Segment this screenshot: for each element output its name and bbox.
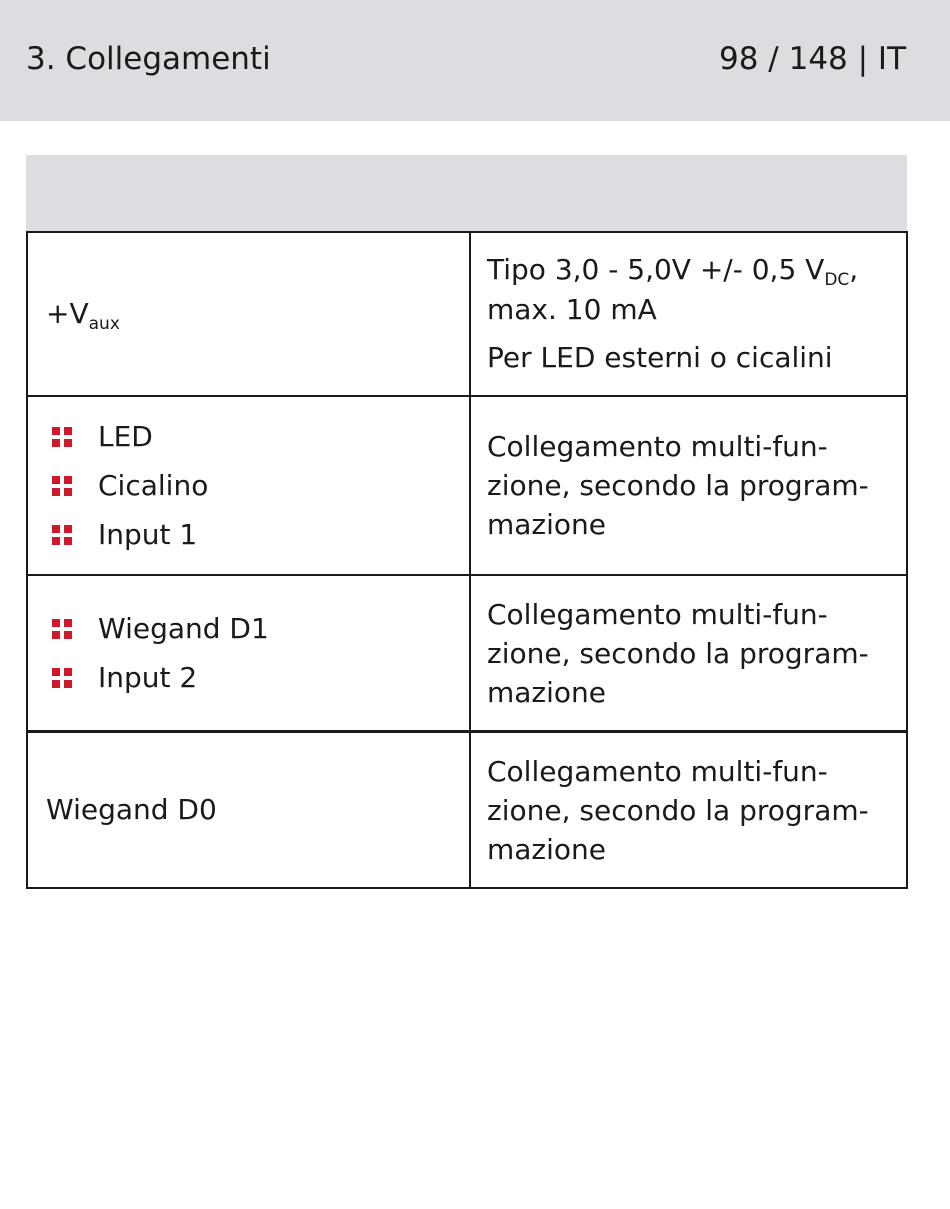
description-line: mazione [487,508,607,541]
table-cell-right [470,732,907,889]
wiegand-d0-label: Wiegand D0 [46,793,217,826]
connections-table [26,231,908,889]
table-cell-left [27,396,470,575]
table-row [27,232,907,396]
red-square-grid-bullet-icon [52,619,72,639]
list-item: Input 1 [46,510,451,559]
spec-voltage: Tipo 3,0 - 5,0V +/- 0,5 $V_{DC}$, [487,253,859,290]
table-cell-right [470,575,907,732]
table-cell-right [470,232,907,396]
description-line: Collegamento multi-fun- [487,430,828,463]
table-cell-right [470,396,907,575]
description-line: mazione [487,832,607,866]
table-row [27,575,907,732]
description-line: Collegamento multi-fun- [487,754,828,788]
list-item: Cicalino [46,461,451,510]
section-title: 3. Collegamenti [26,41,271,77]
description-line: zione, secondo la program- [487,793,869,827]
list-item: Input 2 [46,653,451,702]
red-square-grid-bullet-icon [52,668,72,688]
table-row [27,396,907,575]
page-indicator: 98 / 148 | IT [719,41,906,77]
table-cell-left [27,575,470,732]
list-item: Wiegand D1 [46,604,451,653]
spec-current: max. 10 mA [487,293,657,326]
red-square-grid-bullet-icon [52,476,72,496]
description-line: Collegamento multi-fun- [487,597,828,631]
table-row [27,732,907,889]
bullet-list [46,604,451,702]
table-cell-left [27,732,470,889]
description-line: zione, secondo la program- [487,469,869,502]
bullet-list [46,412,451,559]
red-square-grid-bullet-icon [52,427,72,447]
table-header-band [26,155,907,232]
description-line: zione, secondo la program- [487,636,869,670]
red-square-grid-bullet-icon [52,525,72,545]
page-header [0,0,950,121]
spec-usage: Per LED esterni o cicalini [487,341,833,374]
vaux-label: $+V_{aux}$ [46,297,120,334]
list-item: LED [46,412,451,461]
description-line: mazione [487,675,607,709]
table-cell-left [27,232,470,396]
